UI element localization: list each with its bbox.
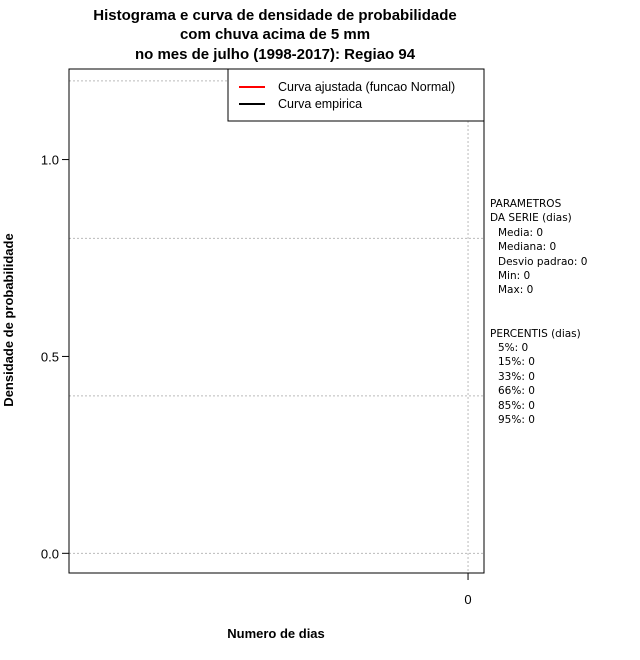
param-min: Min: 0 (498, 270, 531, 282)
percentis-title: PERCENTIS (dias) (490, 328, 581, 340)
percentil-33: 33%: 0 (498, 371, 535, 383)
legend (228, 69, 484, 121)
chart-title-line-2: com chuva acima de 5 mm (179, 26, 371, 43)
x-axis (464, 573, 471, 607)
side-panel (490, 198, 587, 426)
percentil-95: 95%: 0 (498, 414, 535, 426)
plot-frame (69, 69, 484, 573)
grid-lines (69, 69, 484, 573)
legend-label-fitted: Curva ajustada (funcao Normal) (278, 80, 456, 94)
param-desvio: Desvio padrao: 0 (498, 256, 588, 268)
percentil-66: 66%: 0 (498, 385, 535, 397)
percentil-5: 5%: 0 (498, 342, 529, 354)
y-axis (41, 153, 69, 562)
chart-title-line-3: no mes de julho (1998-2017): Regiao 94 (134, 46, 416, 63)
x-axis-label: Numero de dias (227, 626, 325, 641)
param-mediana: Mediana: 0 (498, 241, 557, 253)
percentil-15: 15%: 0 (498, 356, 535, 368)
legend-label-empirical: Curva empirica (278, 97, 363, 111)
y-tick-label-2: 1.0 (40, 152, 59, 168)
param-media: Media: 0 (498, 227, 544, 239)
y-tick-label-1: 0.5 (40, 349, 59, 365)
x-tick-label-0: 0 (464, 592, 472, 607)
params-title-1: PARAMETROS (490, 198, 562, 210)
percentil-85: 85%: 0 (498, 400, 535, 412)
chart-title-line-1: Histograma e curva de densidade de probabilidade (93, 7, 457, 24)
y-axis-label: Densidade de probabilidade (1, 233, 16, 407)
legend-box (228, 69, 484, 121)
param-max: Max: 0 (498, 284, 534, 296)
params-title-2: DA SERIE (dias) (490, 212, 572, 224)
y-tick-label-0: 0.0 (40, 546, 59, 562)
